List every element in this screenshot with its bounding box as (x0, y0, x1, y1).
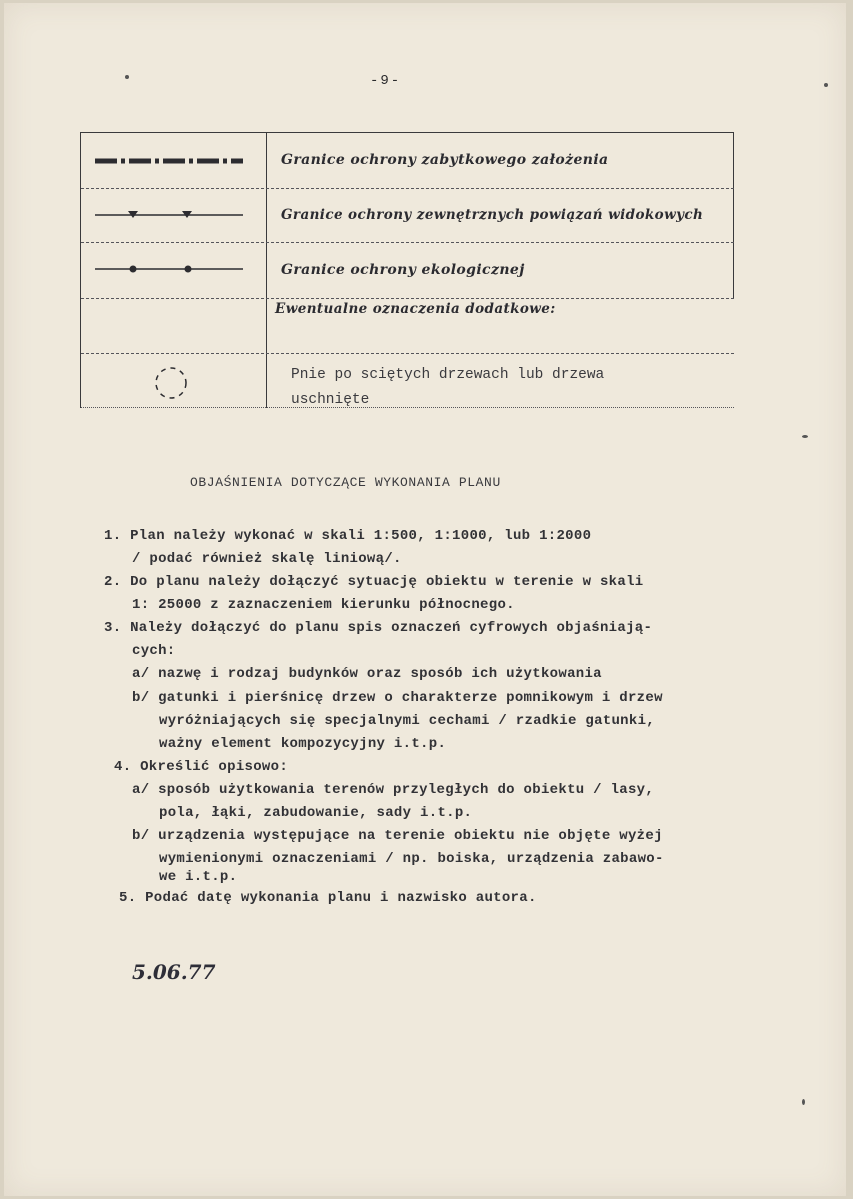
paper-speck (824, 83, 828, 87)
instruction-line: a/ nazwę i rodzaj budynków oraz sposób ich użytkowania (132, 666, 602, 682)
column-divider (266, 133, 267, 408)
instruction-line: a/ sposób użytkowania terenów przyległych do obiektu / lasy, (132, 782, 655, 798)
instructions-title: OBJAŚNIENIA DOTYCZĄCE WYKONANIA PLANU (190, 475, 501, 490)
instruction-line: cych: (132, 643, 176, 659)
legend-label-stumps: Pnie po sciętych drzewach lub drzewa (291, 367, 605, 383)
row-divider (81, 188, 734, 189)
legend-label-ecological-boundary: Granice ochrony ekologicznej (281, 262, 525, 278)
triangle-line-symbol (93, 207, 245, 223)
instruction-line: pola, łąki, zabudowanie, sady i.t.p. (159, 805, 473, 821)
legend-label-additional: Ewentualne oznaczenia dodatkowe: (275, 301, 556, 317)
row-divider (81, 353, 734, 354)
dotted-line-symbol (93, 261, 245, 277)
paper-speck (802, 1099, 805, 1105)
instruction-line: 5. Podać datę wykonania planu i nazwisko autora. (119, 890, 537, 906)
dash-dot-thick-line-symbol (93, 153, 245, 169)
row-divider (81, 298, 734, 299)
instruction-line: 1: 25000 z zaznaczeniem kierunku północnego. (132, 597, 515, 613)
instruction-line: ważny element kompozycyjny i.t.p. (159, 736, 447, 752)
instruction-line: / podać również skalę liniową/. (132, 551, 402, 567)
right-border (733, 133, 734, 299)
legend-label-stumps-cont: uschnięte (291, 392, 370, 408)
paper-speck (125, 75, 129, 79)
instruction-line: 1. Plan należy wykonać w skali 1:500, 1:1000, lub 1:2000 (104, 528, 592, 544)
document-page (4, 3, 846, 1196)
instruction-line: wyróżniających się specjalnymi cechami / rzadkie gatunki, (159, 713, 655, 729)
instruction-line: 2. Do planu należy dołączyć sytuację obiektu w terenie w skali (104, 574, 644, 590)
legend-label-monument-boundary: Granice ochrony zabytkowego założenia (281, 152, 609, 168)
row-divider (81, 242, 734, 243)
instruction-line: 3. Należy dołączyć do planu spis oznaczeń cyfrowych objaśniają- (104, 620, 653, 636)
instruction-line: 4. Określić opisowo: (114, 759, 289, 775)
instruction-line: we i.t.p. (159, 869, 238, 885)
handwritten-date: 5.06.77 (132, 960, 216, 984)
legend-table (80, 132, 734, 408)
instruction-line: b/ urządzenia występujące na terenie obiektu nie objęte wyżej (132, 828, 663, 844)
legend-label-view-boundary: Granice ochrony zewnętrznych powiązań widokowych (281, 207, 704, 223)
page-number: -9- (370, 73, 402, 89)
instruction-line: b/ gatunki i pierśnicę drzew o charakterze pomnikowym i drzew (132, 690, 663, 706)
instruction-line: wymienionymi oznaczeniami / np. boiska, urządzenia zabawo- (159, 851, 664, 867)
paper-speck (802, 435, 808, 438)
table-bottom-border (81, 407, 734, 408)
dashed-circle-symbol (151, 363, 191, 403)
